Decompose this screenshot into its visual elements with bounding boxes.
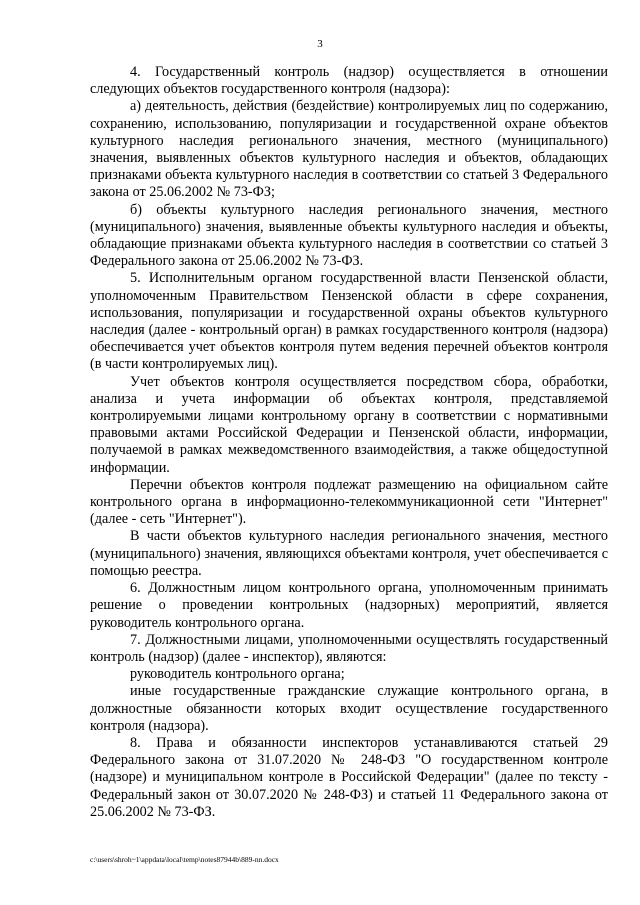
paragraph-5: 5. Исполнительным органом государственной власти Пензенской области, уполномоченным Правительством Пензенской области в сфере сохранения, использования, популяризации и государственной охраны объектов культурного наследия (далее - контрольный орган) в рамках государственного контроля (надзора) обеспечивается учет объектов контроля путем ведения перечней объектов контроля (в части контролируемых лиц).: [90, 270, 608, 373]
paragraph-4a: а) деятельность, действия (бездействие) контролируемых лиц по содержанию, сохранению, использованию, популяризации и государственной охране объектов культурного наследия регионального значения, местного (муниципального) значения, выявленных объектов культурного наследия и объектов, обладающих признаками объекта культурного наследия в соответствии со статьей 3 Федерального закона от 25.06.2002 № 73-ФЗ;: [90, 98, 608, 201]
paragraph-7-item-head: руководитель контрольного органа;: [130, 666, 345, 683]
paragraph-accounting: Учет объектов контроля осуществляется посредством сбора, обработки, анализа и учета информации об объектах контроля, представляемой контролируемыми лицами контрольному органу в соответствии с нормативными правовыми актами Российской Федерации и Пензенской области, информации, получаемой в рамках межведомственного взаимодействия, а также общедоступной информации.: [90, 373, 608, 476]
paragraph-registry: В части объектов культурного наследия регионального значения, местного (муниципального) значения, являющихся объектами контроля, учет обеспечивается с помощью реестра.: [90, 528, 608, 579]
paragraph-4: 4. Государственный контроль (надзор) осуществляется в отношении следующих объектов государственного контроля (надзора):: [90, 64, 608, 98]
paragraph-6: 6. Должностным лицом контрольного органа, уполномоченным принимать решение о проведении контрольных (надзорных) мероприятий, является руководитель контрольного органа.: [90, 580, 608, 631]
document-body: [90, 64, 608, 821]
file-path-footer: c:\users\shroh~1\appdata\local\temp\notes87944b\889-nn.docx: [90, 855, 279, 864]
paragraph-7-item-staff: иные государственные гражданские служащие контрольного органа, в должностные обязанности которых входит осуществление государственного контроля (надзора).: [90, 683, 608, 734]
paragraph-7: 7. Должностными лицами, уполномоченными осуществлять государственный контроль (надзор) (далее - инспектор), являются:: [90, 631, 608, 665]
paragraph-8: 8. Права и обязанности инспекторов устанавливаются статьей 29 Федерального закона от 31.07.2020 № 248-ФЗ "О государственном контроле (надзоре) и муниципальном контроле в Российской Федерации" (далее по тексту - Федеральный закон от 30.07.2020 № 248-ФЗ) и статьей 11 Федерального закона от 25.06.2002 № 73-ФЗ.: [90, 734, 608, 820]
paragraph-4b: б) объекты культурного наследия регионального значения, местного (муниципального) значения, выявленные объекты культурного наследия и объекты, обладающие признаками объекта культурного наследия в соответствии со статьей 3 Федерального закона от 25.06.2002 № 73-ФЗ.: [90, 201, 608, 270]
page-number: 3: [317, 38, 323, 50]
paragraph-lists-publication: Перечни объектов контроля подлежат размещению на официальном сайте контрольного органа в информационно-телекоммуникационной сети "Интернет" (далее - сеть "Интернет").: [90, 476, 608, 528]
